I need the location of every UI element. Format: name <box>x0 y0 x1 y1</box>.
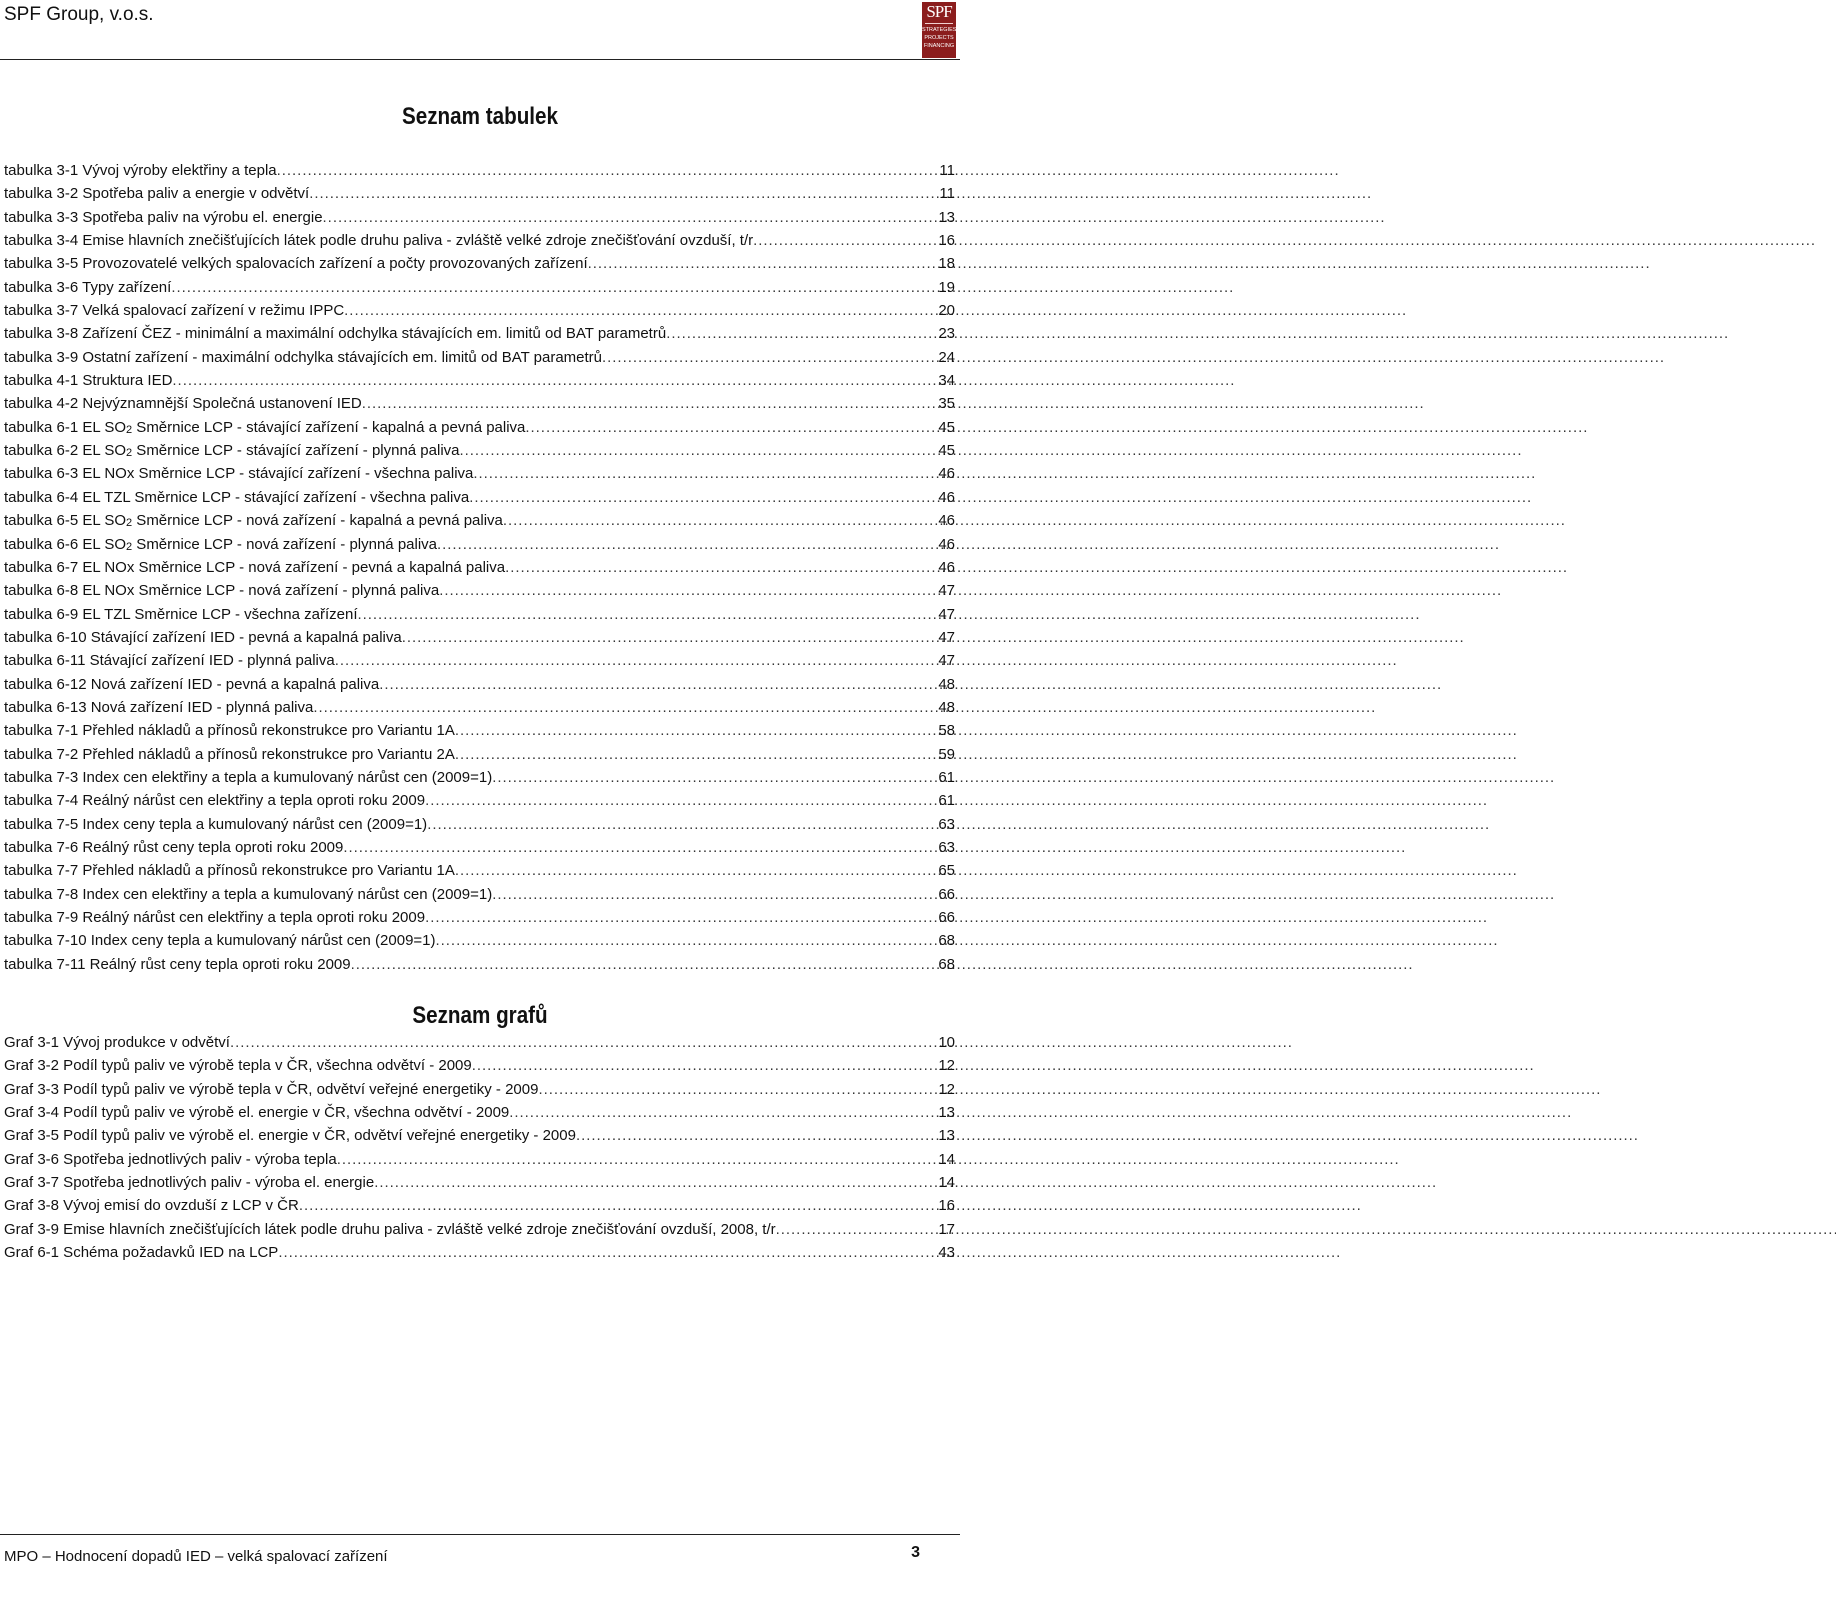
toc-dot-leader <box>425 789 935 812</box>
graph-list-entry[interactable] <box>4 1241 955 1264</box>
toc-page-number: 59 <box>938 745 955 763</box>
table-list-entry[interactable] <box>4 579 955 602</box>
toc-entry-label: tabulka 7-8 Index cen elektřiny a tepla a kumulovaný nárůst cen (2009=1) <box>4 885 493 903</box>
table-list-entry[interactable] <box>4 766 955 789</box>
toc-page-number: 10 <box>938 1034 955 1051</box>
toc-entry-label-post: Směrnice LCP - stávající zařízení - kapalná a pevná paliva <box>132 418 526 436</box>
toc-dot-leader <box>492 883 935 906</box>
toc-dot-leader <box>666 322 935 345</box>
toc-entry-label: Graf 3-6 Spotřeba jednotlivých paliv - výroba tepla <box>4 1150 337 1168</box>
toc-page-number: 68 <box>938 955 955 973</box>
graph-list-entry[interactable] <box>4 1078 955 1101</box>
toc-dot-leader <box>525 416 935 439</box>
table-list-entry[interactable] <box>4 603 955 626</box>
toc-entry-label-subscript: 2 <box>126 423 133 436</box>
toc-entry-label: tabulka 3-3 Spotřeba paliv na výrobu el. energie <box>4 208 323 226</box>
footer-text: MPO – Hodnocení dopadů IED – velká spalovací zařízení <box>4 1548 388 1565</box>
toc-entry-label: Graf 3-7 Spotřeba jednotlivých paliv - výroba el. energie <box>4 1174 375 1192</box>
toc-dot-leader <box>351 953 936 976</box>
toc-page-number: 23 <box>938 325 955 343</box>
toc-page-number: 61 <box>938 792 955 810</box>
table-list-entry[interactable] <box>4 836 955 859</box>
toc-page-number: 45 <box>938 442 955 460</box>
toc-entry-label: tabulka 3-1 Vývoj výroby elektřiny a tepla <box>4 162 277 179</box>
toc-entry-label: Graf 3-1 Vývoj produkce v odvětví <box>4 1034 230 1051</box>
toc-entry-label-pre: tabulka 6-1 EL SO <box>4 418 127 436</box>
toc-dot-leader <box>437 533 935 556</box>
toc-page-number: 14 <box>938 1174 955 1192</box>
toc-dot-leader <box>425 906 935 929</box>
toc-page-number: 48 <box>938 675 955 693</box>
toc-entry-label: tabulka 6-4 EL TZL Směrnice LCP - stávající zařízení - všechna paliva <box>4 488 470 506</box>
toc-entry-label: tabulka 7-11 Reálný růst ceny tepla oproti roku 2009 <box>4 955 351 973</box>
toc-dot-leader <box>473 462 935 485</box>
toc-entry-label: tabulka 3-8 Zařízení ČEZ - minimální a maximální odchylka stávajících em. limitů od BAT parametrů <box>4 325 667 343</box>
graph-list-entry[interactable] <box>4 1148 955 1171</box>
toc-entry-label: tabulka 6-13 Nová zařízení IED - plynná paliva <box>4 698 314 716</box>
graph-list-entry[interactable] <box>4 1171 955 1194</box>
toc-entry-label: tabulka 3-5 Provozovatelé velkých spalovacích zařízení a počty provozovaných zařízení <box>4 255 588 273</box>
table-list-entry[interactable] <box>4 299 955 322</box>
toc-entry-label: tabulka 7-2 Přehled nákladů a přínosů rekonstrukce pro Variantu 2A <box>4 745 455 763</box>
toc-dot-leader <box>344 299 935 322</box>
toc-entry-label-pre: tabulka 6-5 EL SO <box>4 512 127 530</box>
logo-tagline-2: PROJECTS <box>924 35 954 41</box>
toc-page-number: 46 <box>938 465 955 483</box>
toc-page-number: 68 <box>938 932 955 950</box>
tables-list <box>4 159 955 976</box>
table-list-entry[interactable] <box>4 789 955 812</box>
table-list-entry[interactable] <box>4 719 955 742</box>
toc-page-number: 20 <box>938 302 955 320</box>
toc-page-number: 13 <box>938 208 955 226</box>
table-list-entry[interactable] <box>4 673 955 696</box>
page-footer <box>0 1534 960 1621</box>
toc-page-number: 47 <box>938 605 955 623</box>
toc-dot-leader <box>503 509 935 532</box>
toc-dot-leader <box>492 766 935 789</box>
toc-dot-leader <box>299 1194 935 1217</box>
toc-dot-leader <box>455 743 935 766</box>
table-list-entry[interactable] <box>4 159 955 182</box>
toc-page-number: 47 <box>938 652 955 670</box>
toc-entry-label: tabulka 6-9 EL TZL Směrnice LCP - všechna zařízení <box>4 605 358 623</box>
toc-entry-label-subscript: 2 <box>126 540 133 553</box>
toc-page-number: 47 <box>938 628 955 646</box>
toc-dot-leader <box>472 1054 936 1077</box>
graphs-section-title: Seznam grafů <box>412 1002 548 1029</box>
toc-entry-label: tabulka 4-2 Nejvýznamnější Společná ustanovení IED <box>4 395 362 413</box>
table-list-entry[interactable] <box>4 229 955 252</box>
toc-dot-leader <box>505 556 935 579</box>
toc-page-number: 46 <box>938 535 955 553</box>
toc-page-number: 12 <box>938 1057 955 1075</box>
graph-list-entry[interactable] <box>4 1054 955 1077</box>
toc-page-number: 58 <box>938 722 955 740</box>
table-list-entry[interactable] <box>4 696 955 719</box>
toc-dot-leader <box>588 252 936 275</box>
toc-page-number: 45 <box>938 418 955 436</box>
toc-page-number: 46 <box>938 512 955 530</box>
toc-entry-label: tabulka 6-12 Nová zařízení IED - pevná a kapalná paliva <box>4 675 380 693</box>
toc-page-number: 63 <box>938 815 955 833</box>
graph-list-entry[interactable] <box>4 1124 955 1147</box>
toc-entry-label: Graf 3-3 Podíl typů paliv ve výrobě tepla v ČR, odvětví veřejné energetiky - 2009 <box>4 1080 539 1098</box>
table-list-entry[interactable] <box>4 416 955 439</box>
table-list-entry[interactable] <box>4 929 955 952</box>
table-list-entry[interactable] <box>4 649 955 672</box>
toc-page-number: 11 <box>939 162 955 179</box>
toc-page-number: 13 <box>938 1127 955 1145</box>
page-header <box>0 0 960 62</box>
toc-entry-label: Graf 3-9 Emise hlavních znečišťujících látek podle druhu paliva - zvláště velké zdroje znečišťování ovzduší, 2008, t/r <box>4 1220 776 1238</box>
toc-page-number: 35 <box>938 395 955 413</box>
spf-logo <box>922 2 956 58</box>
table-list-entry[interactable] <box>4 276 955 299</box>
logo-divider <box>925 23 953 24</box>
toc-dot-leader <box>362 392 936 415</box>
logo-mark: SPF <box>926 2 952 21</box>
toc-entry-label: tabulka 6-8 EL NOx Směrnice LCP - nová zařízení - plynná paliva <box>4 582 440 600</box>
toc-entry-label: tabulka 6-11 Stávající zařízení IED - plynná paliva <box>4 652 335 670</box>
toc-dot-leader <box>469 486 935 509</box>
toc-page-number: 24 <box>938 348 955 366</box>
toc-dot-leader <box>309 182 936 205</box>
table-list-entry[interactable] <box>4 206 955 229</box>
toc-dot-leader <box>374 1171 935 1194</box>
tables-section-title: Seznam tabulek <box>401 103 559 130</box>
header-divider <box>0 59 960 60</box>
toc-dot-leader <box>439 579 935 602</box>
toc-entry-label-post: Směrnice LCP - stávající zařízení - plynná paliva <box>132 442 460 460</box>
toc-entry-label: Graf 6-1 Schéma požadavků IED na LCP <box>4 1244 279 1262</box>
toc-entry-label: tabulka 3-9 Ostatní zařízení - maximální odchylka stávajících em. limitů od BAT parametrů <box>4 348 603 366</box>
toc-dot-leader <box>323 206 936 229</box>
toc-entry-label-subscript: 2 <box>126 517 133 530</box>
toc-page-number: 17 <box>938 1220 955 1238</box>
toc-dot-leader <box>230 1031 935 1054</box>
toc-dot-leader <box>379 673 935 696</box>
toc-dot-leader <box>402 626 936 649</box>
toc-page-number: 47 <box>938 582 955 600</box>
toc-entry-label: tabulka 7-7 Přehled nákladů a přínosů rekonstrukce pro Variantu 1A <box>4 862 455 880</box>
toc-dot-leader <box>460 439 936 462</box>
toc-dot-leader <box>509 1101 935 1124</box>
toc-dot-leader <box>278 1241 935 1264</box>
table-list-entry[interactable] <box>4 533 955 556</box>
toc-entry-label: tabulka 7-3 Index cen elektřiny a tepla a kumulovaný nárůst cen (2009=1) <box>4 768 493 786</box>
toc-entry-label: tabulka 3-4 Emise hlavních znečišťujících látek podle druhu paliva - zvláště velké zdroje znečišťování ovzduší, t/r <box>4 232 754 250</box>
toc-entry-label-pre: tabulka 6-6 EL SO <box>4 535 127 553</box>
toc-page-number: 12 <box>938 1080 955 1098</box>
toc-entry-label-post: Směrnice LCP - nová zařízení - kapalná a pevná paliva <box>132 512 503 530</box>
toc-dot-leader <box>335 649 936 672</box>
toc-entry-label: Graf 3-5 Podíl typů paliv ve výrobě el. energie v ČR, odvětví veřejné energetiky - 2009 <box>4 1127 576 1145</box>
toc-page-number: 13 <box>938 1104 955 1122</box>
graph-list-entry[interactable] <box>4 1218 955 1241</box>
toc-entry-label: tabulka 7-4 Reálný nárůst cen elektřiny a tepla oproti roku 2009 <box>4 792 426 810</box>
toc-entry-label: tabulka 7-5 Index ceny tepla a kumulovaný nárůst cen (2009=1) <box>4 815 428 833</box>
toc-entry-label: tabulka 7-9 Reálný nárůst cen elektřiny a tepla oproti roku 2009 <box>4 909 426 926</box>
table-list-entry[interactable] <box>4 953 955 976</box>
toc-page-number: 18 <box>938 255 955 273</box>
logo-tagline-1: STRATEGIES <box>922 27 957 33</box>
toc-entry-label: Graf 3-8 Vývoj emisí do ovzduší z LCP v ČR <box>4 1197 299 1215</box>
table-list-entry[interactable] <box>4 813 955 836</box>
toc-entry-label: tabulka 4-1 Struktura IED <box>4 372 173 390</box>
toc-page-number: 63 <box>938 838 955 856</box>
toc-dot-leader <box>776 1218 936 1241</box>
graphs-list <box>4 1031 955 1264</box>
graph-list-entry[interactable] <box>4 1194 955 1217</box>
table-list-entry[interactable] <box>4 252 955 275</box>
toc-page-number: 16 <box>938 232 955 250</box>
graph-list-entry[interactable] <box>4 1101 955 1124</box>
toc-entry-label: tabulka 7-1 Přehled nákladů a přínosů rekonstrukce pro Variantu 1A <box>4 722 455 740</box>
toc-entry-label: tabulka 3-2 Spotřeba paliv a energie v odvětví <box>4 185 310 203</box>
table-list-entry[interactable] <box>4 859 955 882</box>
toc-dot-leader <box>455 719 935 742</box>
toc-dot-leader <box>337 1148 936 1171</box>
table-list-entry[interactable] <box>4 556 955 579</box>
toc-entry-label: tabulka 6-3 EL NOx Směrnice LCP - stávající zařízení - všechna paliva <box>4 465 474 483</box>
toc-dot-leader <box>455 859 935 882</box>
toc-page-number: 19 <box>938 278 955 296</box>
toc-page-number: 46 <box>938 488 955 506</box>
toc-dot-leader <box>753 229 935 252</box>
toc-entry-label: tabulka 7-6 Reálný růst ceny tepla oproti roku 2009 <box>4 838 344 856</box>
toc-entry-label: tabulka 3-7 Velká spalovací zařízení v režimu IPPC <box>4 302 345 320</box>
table-list-entry[interactable] <box>4 369 955 392</box>
toc-dot-leader <box>602 346 935 369</box>
toc-page-number: 61 <box>938 768 955 786</box>
table-list-entry[interactable] <box>4 392 955 415</box>
toc-page-number: 43 <box>938 1244 955 1262</box>
toc-dot-leader <box>427 813 935 836</box>
table-list-entry[interactable] <box>4 883 955 906</box>
graph-list-entry[interactable] <box>4 1031 955 1054</box>
toc-dot-leader <box>313 696 935 719</box>
toc-dot-leader <box>171 276 935 299</box>
page-number: 3 <box>911 1544 920 1561</box>
footer-divider <box>0 1534 960 1535</box>
table-list-entry[interactable] <box>4 743 955 766</box>
toc-dot-leader <box>436 929 936 952</box>
toc-page-number: 14 <box>938 1150 955 1168</box>
toc-dot-leader <box>277 159 937 182</box>
toc-page-number: 66 <box>938 885 955 903</box>
toc-dot-leader <box>343 836 935 859</box>
toc-entry-label-post: Směrnice LCP - nová zařízení - plynná paliva <box>132 535 438 553</box>
table-list-entry[interactable] <box>4 182 955 205</box>
table-list-entry[interactable] <box>4 486 955 509</box>
toc-page-number: 66 <box>938 909 955 926</box>
toc-dot-leader <box>172 369 935 392</box>
logo-tagline-3: FINANCING <box>923 43 955 49</box>
table-list-entry[interactable] <box>4 462 955 485</box>
toc-entry-label: Graf 3-2 Podíl typů paliv ve výrobě tepla v ČR, všechna odvětví - 2009 <box>4 1057 472 1075</box>
table-list-entry[interactable] <box>4 906 955 929</box>
table-list-entry[interactable] <box>4 346 955 369</box>
toc-page-number: 11 <box>939 185 955 203</box>
toc-page-number: 34 <box>938 372 955 390</box>
toc-entry-label: tabulka 6-10 Stávající zařízení IED - pevná a kapalná paliva <box>4 628 402 646</box>
table-list-entry[interactable] <box>4 509 955 532</box>
toc-entry-label: tabulka 6-7 EL NOx Směrnice LCP - nová zařízení - pevná a kapalná paliva <box>4 558 506 576</box>
table-list-entry[interactable] <box>4 626 955 649</box>
table-list-entry[interactable] <box>4 322 955 345</box>
toc-entry-label: Graf 3-4 Podíl typů paliv ve výrobě el. energie v ČR, všechna odvětví - 2009 <box>4 1104 510 1122</box>
toc-entry-label: tabulka 7-10 Index ceny tepla a kumulovaný nárůst cen (2009=1) <box>4 932 436 950</box>
table-list-entry[interactable] <box>4 439 955 462</box>
toc-page-number: 48 <box>938 698 955 716</box>
toc-dot-leader <box>358 603 936 626</box>
toc-entry-label-pre: tabulka 6-2 EL SO <box>4 442 127 460</box>
toc-dot-leader <box>538 1078 935 1101</box>
toc-page-number: 16 <box>938 1197 955 1215</box>
toc-page-number: 65 <box>938 862 955 880</box>
toc-entry-label-subscript: 2 <box>126 447 133 460</box>
company-name: SPF Group, v.o.s. <box>4 4 154 25</box>
toc-page-number: 46 <box>938 558 955 576</box>
toc-dot-leader <box>576 1124 935 1147</box>
toc-entry-label: tabulka 3-6 Typy zařízení <box>4 278 172 296</box>
